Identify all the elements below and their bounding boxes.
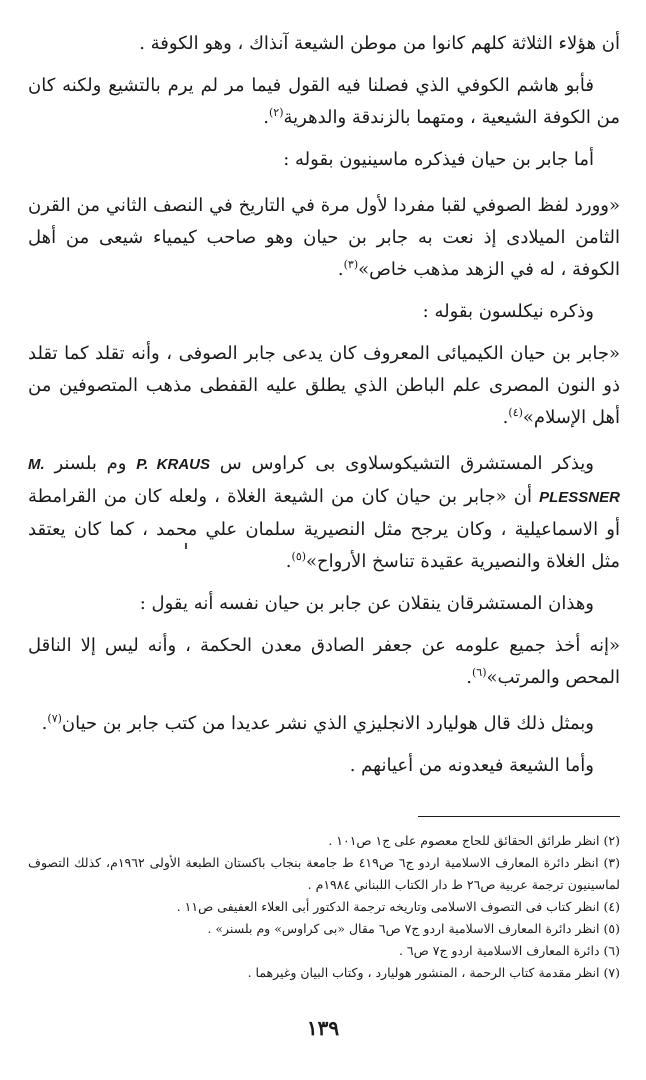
- page-number: ١٣٩: [306, 1016, 340, 1040]
- paragraph-7-text-b: وم بلسنر: [54, 453, 127, 474]
- paragraph-8-text: وهذان المستشرقان ينقلان عن جابر بن حيان نفسه أنه يقول :: [139, 593, 594, 614]
- footnote-separator: [418, 816, 620, 817]
- footnote-ref-5: (٥): [291, 550, 307, 563]
- paragraph-11-text: وأما الشيعة فيعدونه من أعيانهم .: [349, 755, 594, 776]
- paragraph-11: [28, 750, 620, 782]
- paragraph-2-end: .: [263, 107, 269, 128]
- footnote-5: (٥) انظر دائرة المعارف الاسلامية اردو ج٧ ص٦ مقال «بى كراوس» وم بلسنر» .: [207, 921, 620, 936]
- paragraph-10: [28, 708, 620, 740]
- paragraph-10-end: .: [41, 713, 48, 734]
- paragraph-8: [28, 588, 620, 620]
- quote-nicholson-end: .: [502, 407, 509, 428]
- paragraph-7-text-a: ويذكر المستشرق التشيكوسلاوى بى كراوس س: [219, 453, 594, 474]
- quote-jabir-text: «إنه أخذ جميع علومه عن جعفر الصادق معدن الحكمة ، وأنه ليس إلا الناقل المحص والمرتب»: [28, 635, 620, 688]
- paragraph-7-text-c: أن «جابر بن حيان كان من الشيعة الغلاة ، ولعله كان من القرامطة أو الاسماعيلية ، وكان يرجح مثل النصيرية سلمان علي محمد ، كما كان يعتقد مثل الغلاة والنصيرية عقيدة تناسخ الأرواح»: [28, 486, 620, 572]
- footnote-ref-3: (٣): [343, 258, 359, 271]
- main-text: [28, 28, 620, 782]
- quote-massignon-end: .: [337, 259, 344, 280]
- footnote-ref-4: (٤): [508, 406, 523, 419]
- footnote-6: (٦) دائرة المعارف الاسلامية اردو ج٧ ص٦ .: [398, 943, 620, 958]
- footnote-ref-6: (٦): [471, 666, 487, 679]
- footnote-3: (٣) انظر دائرة المعارف الاسلامية اردو ج٦ ص٤١٩ ط جامعة بنجاب باكستان الطبعة الأولى ١٩٦٢م، كذلك التصوف لماسينيون ترجمة عربية ص٢٦ ط دار الكتاب اللبناني ١٩٨٤م .: [28, 855, 620, 892]
- paragraph-2-text: فأبو هاشم الكوفي الذي فصلنا فيه القول فيما مر لم يرم بالتشيع ولكنه كان من الكوفة الشيعية ، ومتهما بالزندقة والدهرية: [28, 75, 620, 128]
- paragraph-5: [28, 296, 620, 328]
- footnote-2: (٢) انظر طرائق الحقائق للحاج معصوم على ج١ ص١٠١ .: [328, 833, 620, 848]
- quote-nicholson-text: «جابر بن حيان الكيميائى المعروف كان يدعى جابر الصوفى ، وأنه تقلد كما تقلد ذو النون المصرى علم الباطن الذي يطلق عليه القفطى مذهب المتصوفين من أهل الإسلام»: [28, 343, 620, 428]
- footnote-4: (٤) انظر كتاب فى التصوف الاسلامى وتاريخه ترجمة الدكتور أبى العلاء العفيفى ص١١ .: [176, 899, 620, 914]
- quote-jabir: [28, 630, 620, 694]
- paragraph-1: [28, 28, 620, 60]
- quote-jabir-end: .: [466, 667, 472, 688]
- quote-massignon: [28, 190, 620, 286]
- latin-name-plessner: M. PLESSNER: [28, 456, 620, 506]
- footnote-7: (٧) انظر مقدمة كتاب الرحمة ، المنشور هوليارد ، وكتاب البيان وغيرهما .: [247, 965, 620, 980]
- quote-nicholson: [28, 338, 620, 434]
- paragraph-7-end: .: [285, 551, 292, 572]
- quote-massignon-text: «وورد لفظ الصوفي لقبا مفردا لأول مرة في التاريخ في النصف الثاني من القرن الثامن الميلادى إذ نعت به جابر بن حيان وهو صاحب كيمياء شيعى من أهل الكوفة ، له في الزهد مذهب خاص»: [28, 195, 620, 280]
- paragraph-3-text: أما جابر بن حيان فيذكره ماسينيون بقوله :: [283, 149, 594, 170]
- footnote-ref-2: (٢): [268, 106, 284, 119]
- paragraph-5-text: وذكره نيكلسون بقوله :: [422, 301, 594, 322]
- paragraph-1-text: أن هؤلاء الثلاثة كلهم كانوا من موطن الشيعة آنذاك ، وهو الكوفة .: [139, 33, 620, 54]
- paragraph-7: [28, 448, 620, 578]
- footnote-ref-7: (٧): [47, 712, 62, 725]
- footnotes: [28, 830, 620, 984]
- paragraph-3: [28, 144, 620, 176]
- paragraph-2: [28, 70, 620, 134]
- print-speck: [185, 543, 187, 549]
- paragraph-10-text: وبمثل ذلك قال هوليارد الانجليزي الذي نشر عديدا من كتب جابر بن حيان: [61, 713, 594, 734]
- latin-name-kraus: P. KRAUS: [136, 456, 210, 473]
